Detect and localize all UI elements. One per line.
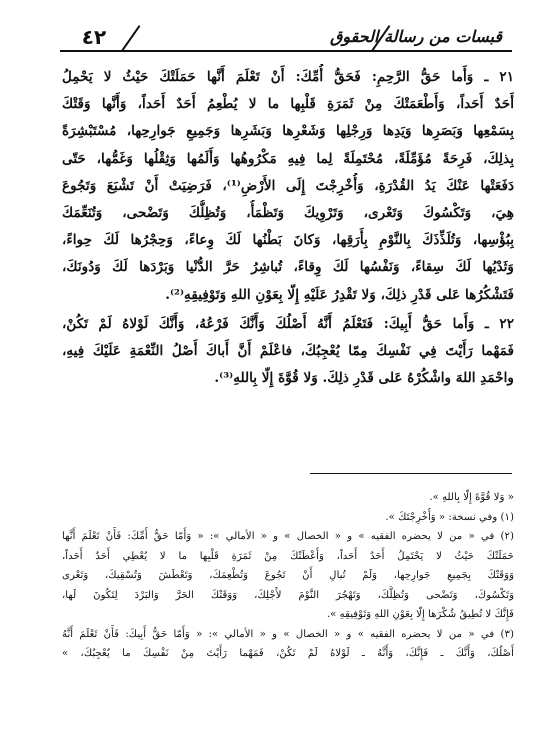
footnotes <box>62 488 514 664</box>
header-rule <box>60 50 512 52</box>
page-header <box>60 26 512 52</box>
text-line: أَحَدٌ أَحَداً، وَأَطْعَمَتْكَ مِنْ ثَمَرَةِ قَلْبِها ما لا يُطْعِمُ أَحَدٌ أَحَداً، وَأَنَّها وَقَتْكَ <box>62 96 514 113</box>
footnote-line: حَمَلَتْكَ حَيْثُ لا يَحْتَمِلُ أَحَدٌ أَحَداً، وَأَعْطَتْكَ مِنْ ثَمَرَةِ قَلْبِها ما لا يُعْطِي أَحَدٌ أَحَداً، <box>62 550 514 562</box>
text-line: ٢٢ ـ وَأَما حَقُّ أَبِيكَ: فَتَعْلَمُ أَنَّهُ أَصْلُكَ وَأَنَّكَ فَرْعُهُ، وَأَنَّكَ لَوْلاهُ لَمْ تَكُنْ، <box>62 315 514 332</box>
text-line: دَفَعَتْها عَنْكَ يَدُ القُدْرَةِ، وَأُخْرِجْتَ إِلَى الأَرْضِ⁽¹⁾، فَرَضِيَتْ أَنْ تَشْبَعَ وَتَجُوعَ <box>62 177 514 194</box>
text-line: واحْمَدِ اللهَ واشْكُرْهُ عَلى قَدْرِ ذلِكَ. وَلا قُوَّةَ إِلّا بِاللهِ⁽³⁾. <box>214 370 514 387</box>
footnote-line: « وَلا قُوَّةَ إِلّا بِاللهِ ». <box>429 492 514 503</box>
text-line: بِذلِكَ، فَرِحَةً مُؤَمِّلَةً، مُحْتَمِلَةً لِما فِيهِ مَكْرُوهُها وَأَلَمُها وَثِقْلُها وَغَمُّها، حَتّى <box>62 150 514 167</box>
text-line: بِسَمْعِها وَبَصَرِها وَيَدِها وَرِجْلِها وَشَعْرِها وَبَشَرِها وَجَمِيعِ جَوارِحِها، مُسْتَبْشِرَةً <box>62 123 514 140</box>
footnote-line: وَوَقَتْكَ بِجَمِيعِ جَوارِحِها، وَلَمْ تُبالِ أَنْ تَجُوعَ وَتُطْعِمَكَ، وَتَعْطَشَ وَتُسْقِيكَ، وَتَعْرى <box>62 570 514 581</box>
text-line: فَتَشْكُرُها عَلى قَدْرِ ذلِكَ، وَلا تَقْدِرُ عَلَيْهِ إِلّا بِعَوْنِ اللهِ وَتَوْفِيقِهِ⁽²⁾. <box>165 286 514 303</box>
text-line: ٢١ ـ وَأَما حَقُّ الرَّحِمِ: فَحَقُّ أُمِّكَ: أَنْ تَعْلَمَ أَنَّها حَمَلَتْكَ حَيْثُ لا يَحْمِلُ <box>62 69 514 85</box>
header-ornament-left <box>122 25 141 51</box>
footnote-1: (١) وفي نسخة: « وَأُخْرِجْتَكَ ». <box>385 511 514 523</box>
text-line: وَثَدْيُها لَكَ سِقاءً، وَنَفْسُها لَكَ وِقاءً، تُباشِرُ حَرَّ الدُّنْيا وَبَرْدَها لَكَ وَدُونَكَ، <box>62 259 514 276</box>
footnote-line: أَصْلُكَ، وَأَنَّكَ ـ فَإِنَّكَ، وَأَنَّهُ ـ لَوْلاهُ لَمْ تَكُنْ، فَمَهْما رَأَيْتَ مِنْ نَفْسِكَ ما يُعْجِبُكَ، » <box>62 648 514 659</box>
text-line: هِيَ، وَتَكْسُوكَ وَتَعْرى، وَتَرْوِيكَ وَتَظْمَأُ، وَتُظِلُّكَ وَتَضْحى، وَتُنَعِّمَكَ <box>62 205 514 222</box>
text-line: بِبُؤْسِها، وَتُلَذِّذَكَ بِالنَّوْمِ بِأَرَقِها، وَكانَ بَطْنُها لَكَ وِعاءً، وَحِجْرُها لَكَ حِواءً، <box>62 232 514 249</box>
text-line: فَمَهْما رَأَيْتَ فِي نَفْسِكَ مِمّا يُعْجِبُكَ، فاعْلَمْ أَنَّ أَباكَ أَصْلُ النِّعْمَةِ عَلَيْكَ فِيهِ، <box>62 343 514 360</box>
footnote-line: فَإِنَّكَ لا تُطِيقُ شُكْرَها إِلّا بِعَوْنِ اللهِ وَتَوْفِيقِهِ ». <box>326 609 514 620</box>
running-title: قبسات من رسالة الحقوق <box>329 27 502 46</box>
footnote-line: وَتَكْسُوكَ، وَتَضْحى وَتُظِلُّكَ، وَتَهْجُرَ النَّوْمَ لأَجْلِكَ، وَوَقَتْكَ الحَرَّ وَالبَرْدَ لِتَكُونَ لَها، <box>62 589 514 601</box>
footnote-3: (٣) في « من لا يحضره الفقيه » و « الخصال » و « الأمالي »: « وَأَمّا حَقُّ أَبِيكَ: فَأَنْ تَعْلَمَ أَنَّهُ <box>62 628 514 640</box>
paragraph-right-of-kin <box>62 64 514 309</box>
main-text <box>62 64 514 392</box>
paragraph-right-of-father <box>62 311 514 393</box>
footnote-separator <box>310 473 512 474</box>
page-number: ٤٢ <box>81 25 107 49</box>
footnote-2: (٢) في « من لا يحضره الفقيه » و « الخصال » و « الأمالي »: « وَأَمّا حَقُّ أُمِّكَ: فَأَنْ تَعْلَمَ أَنَّها <box>62 531 514 542</box>
